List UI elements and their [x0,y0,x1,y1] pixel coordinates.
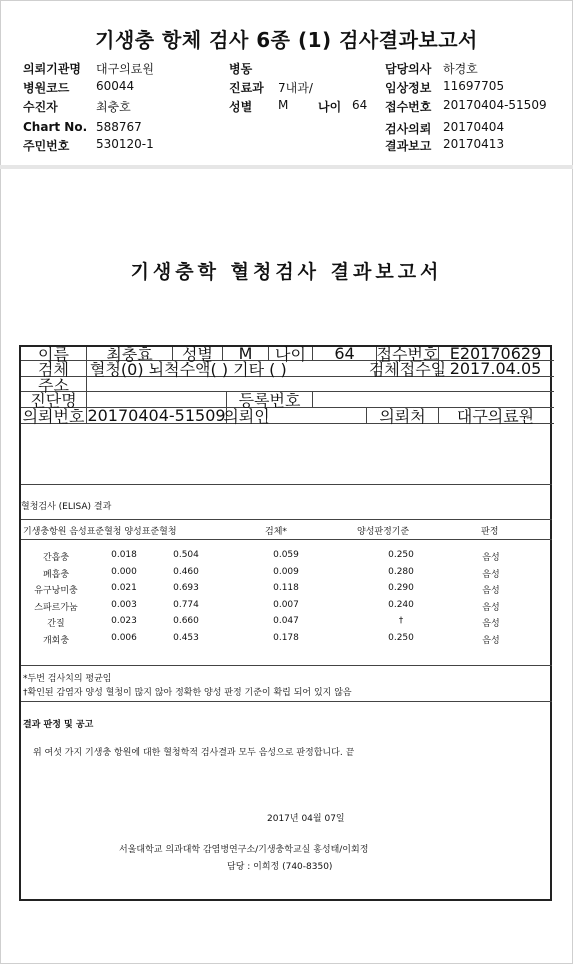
result-neg-cell: 0.006 [111,632,137,643]
result-cutoff-cell: 0.290 [388,583,414,593]
scanned-document [14,205,559,935]
result-cutoff-cell: 0.240 [388,599,414,610]
cell-diagnosis-label: 진단명 [21,392,87,407]
result-antigen-cell: 간질 [47,619,65,629]
cell-specimen-value: 혈청(0) 뇌척수액( ) 기타 ( ) [87,361,377,376]
result-sample-cell: 0.009 [273,566,299,577]
cell-requester-label: 의뢰인 [223,407,270,426]
label-clinical-info: 임상정보 [385,81,432,95]
label-doctor: 담당의사 [385,62,432,76]
cell-institution-label: 의뢰처 [367,408,439,423]
footnote-average: *두번 검사치의 평균임 [23,674,112,684]
value-requesting-institution: 대구의료원 [96,62,154,76]
result-antigen-cell: 스파르가눔 [34,602,78,613]
cell-requester-value [267,408,367,423]
cell-collect-value: 2017.04.05 [449,359,542,378]
cell-sex-label: 성별 [173,347,223,360]
cell-receipt-value: E20170629 [449,344,542,363]
info-row-5 [21,408,554,424]
result-neg-cell: 0.000 [111,566,137,577]
result-antigen-cell: 폐흡충 [42,569,70,580]
result-sample-cell: 0.047 [273,616,299,626]
cell-collect-label: 검체접수일 [368,360,447,379]
col-header-judgement: 판정 [481,527,499,537]
result-pos-cell: 0.460 [173,566,199,577]
value-doctor: 하경호 [443,62,478,76]
value-request-date: 20170404 [443,120,505,134]
result-sample-cell: 0.059 [273,550,299,560]
result-pos-cell: 0.453 [173,632,199,643]
result-result-cell: 음성 [482,602,500,613]
result-pos-cell: 0.504 [173,550,199,560]
label-ward: 병동 [229,62,253,76]
result-result-cell: 음성 [482,635,500,646]
report-box [19,345,552,901]
result-cutoff-cell: 0.250 [388,550,414,560]
result-sample-cell: 0.007 [273,599,299,610]
conclusion-institution: 서울대학교 의과대학 감염병연구소/기생충학교실 홍성태/이회정 [119,845,369,855]
results-bottom-line [21,665,552,666]
cell-specimen-label: 검체 [21,361,87,376]
result-sample-cell: 0.178 [273,632,299,643]
cell-name-value: 최충효 [87,347,173,360]
result-sample-cell: 0.118 [273,583,299,593]
value-age: 64 [352,98,368,112]
info-row-2 [21,361,554,377]
col-header-antigen: 기생충항원 음성표준혈청 양성표준혈청 [23,527,177,537]
conclusion-title: 결과 판정 및 공고 [23,720,94,730]
value-department: 7내과/ [278,81,313,95]
result-cutoff-cell: † [398,616,404,626]
section-divider [21,484,552,485]
result-cutoff-cell: 0.280 [388,566,414,577]
result-cutoff-cell: 0.250 [388,632,414,643]
cell-name-label: 이름 [21,347,87,360]
label-requesting-institution: 의뢰기관명 [23,62,81,76]
conclusion-text: 위 여섯 가지 기생충 항원에 대한 혈청학적 검사결과 모두 음성으로 판정합니다. 끝 [33,748,355,758]
cell-age-value: 64 [313,347,377,360]
result-pos-cell: 0.693 [173,583,199,593]
result-neg-cell: 0.018 [111,550,137,560]
value-chart-no: 588767 [96,120,142,134]
cell-address-label: 주소 [21,377,87,391]
result-pos-cell: 0.660 [173,616,199,626]
label-sex: 성별 [229,100,253,114]
result-neg-cell: 0.021 [111,583,137,593]
result-neg-cell: 0.003 [111,599,137,610]
result-pos-cell: 0.774 [173,599,199,610]
result-antigen-cell: 간흡충 [42,553,70,563]
cell-receipt-label: 접수번호 [376,345,439,364]
result-result-cell: 음성 [482,619,500,629]
label-chart-no: Chart No. [23,120,88,134]
result-result-cell: 음성 [482,569,500,580]
col-header-sample: 검체* [265,527,287,537]
report-title: 기생충 항체 검사 6종 (1) 검사결과보고서 [95,28,478,52]
result-result-cell: 음성 [482,586,500,596]
cell-institution-value: 대구의료원 [456,407,535,426]
conclusion-date: 2017년 04월 07일 [267,814,345,824]
footnote-dagger: †확인된 감염자 양성 혈청이 많지 않아 정확한 양성 판정 기준이 확립 되어 있지 않음 [23,688,352,698]
label-resident-no: 주민번호 [23,139,70,153]
label-report-date: 결과보고 [385,139,432,153]
label-request-date: 검사의뢰 [385,122,432,136]
value-report-date: 20170413 [443,137,505,151]
col-header-cutoff: 양성판정기준 [357,527,410,537]
label-hospital-code: 병원코드 [23,81,70,95]
conclusion-divider [21,701,552,702]
value-resident-no: 530120-1 [96,137,154,151]
cell-request-no-value: 20170404-51509 [87,406,226,425]
value-hospital-code: 60044 [96,79,135,93]
value-patient: 최충호 [96,100,131,114]
cell-sex-value: M [223,347,269,360]
cell-regno-label: 등록번호 [227,392,313,407]
cell-diagnosis-value [87,392,227,407]
value-receipt-no: 20170404-51509 [443,98,547,112]
section-elisa-title: 혈청검사 (ELISA) 결과 [21,502,112,512]
result-antigen-cell: 유구낭미충 [34,586,78,596]
results-top-line [21,519,552,520]
cell-request-no-label: 의뢰번호 [21,408,87,423]
result-result-cell: 음성 [482,553,500,563]
conclusion-contact: 담당 : 이희정 (740-8350) [227,862,333,872]
divider [0,165,573,169]
value-clinical-info: 11697705 [443,79,505,93]
label-age: 나이 [318,100,342,114]
cell-age-label: 나이 [269,347,313,360]
label-department: 진료과 [229,81,264,95]
results-header-line [21,539,552,540]
report-header [0,58,573,158]
document-title: 기생충학 혈청검사 결과보고서 [130,261,443,283]
label-receipt-no: 접수번호 [385,100,432,114]
value-sex: M [278,98,289,112]
result-neg-cell: 0.023 [111,616,137,626]
label-patient: 수진자 [23,100,58,114]
result-antigen-cell: 개회충 [42,635,70,646]
